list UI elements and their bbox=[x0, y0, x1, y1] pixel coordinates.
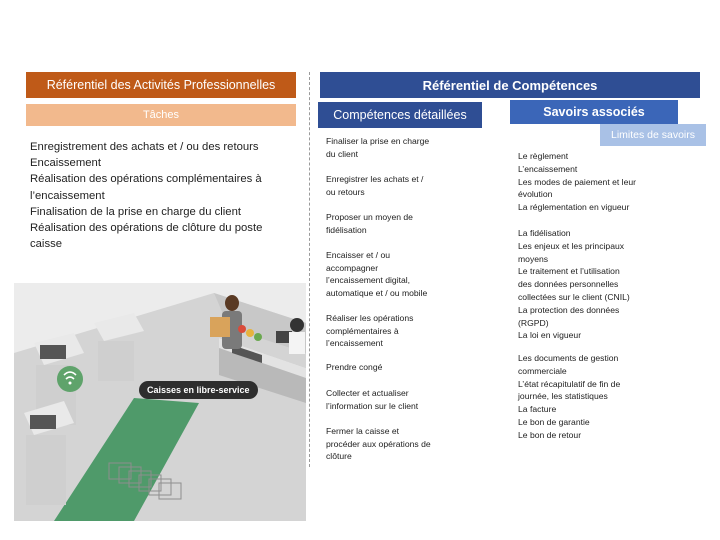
taches-header bbox=[26, 104, 296, 126]
competence-line: l’encaissement bbox=[326, 338, 383, 349]
competence-line: Encaisser et / ou bbox=[326, 250, 391, 260]
savoirs-group bbox=[518, 150, 668, 214]
tache-item: Finalisation de la prise en charge du client bbox=[30, 205, 242, 218]
competence-line: Prendre congé bbox=[326, 362, 383, 372]
competence-line: ou retours bbox=[326, 186, 365, 197]
checkout-scene bbox=[14, 283, 306, 521]
ref-competences-title: Référentiel de Compétences bbox=[422, 77, 598, 93]
competence-line: automatique et / ou mobile bbox=[326, 287, 428, 298]
tache-item: Enregistrement des achats et / ou des retours bbox=[30, 141, 259, 153]
competence-line: procéder aux opérations de bbox=[326, 438, 431, 449]
limites-header bbox=[600, 124, 706, 146]
column-separator bbox=[309, 72, 310, 467]
competence-item bbox=[326, 135, 476, 160]
tache-item: Réalisation des opérations de clôture du poste caisse bbox=[30, 222, 263, 251]
competence-line: l’encaissement digital, bbox=[326, 275, 411, 286]
self-checkout-illustration bbox=[14, 283, 306, 521]
savoir-line: Les modes de paiement et leur bbox=[518, 176, 636, 187]
tache-item: Réalisation des opérations complémentaires à l’encaissement bbox=[30, 173, 262, 202]
competence-line: fidélisation bbox=[326, 224, 367, 235]
customer-head bbox=[225, 295, 239, 311]
competence-line: accompagner bbox=[326, 262, 379, 273]
savoirs-group bbox=[518, 227, 668, 342]
savoirs-header bbox=[510, 100, 678, 124]
savoirs-group bbox=[518, 352, 668, 442]
competence-line: Proposer un moyen de bbox=[326, 212, 413, 222]
savoir-line: des données personnelles bbox=[518, 279, 619, 290]
competence-line: Finaliser la prise en charge bbox=[326, 136, 430, 146]
rap-header bbox=[26, 72, 296, 98]
savoir-line: La réglementation en vigueur bbox=[518, 202, 630, 213]
competence-line: du client bbox=[326, 148, 359, 159]
savoir-line: Le bon de retour bbox=[518, 429, 582, 440]
competence-line: Fermer la caisse et bbox=[326, 426, 400, 436]
savoir-line: L’état récapitulatif de fin de bbox=[518, 378, 621, 389]
competence-line: Enregistrer les achats et / bbox=[326, 174, 424, 184]
savoirs-title: Savoirs associés bbox=[543, 105, 645, 119]
ref-competences-header bbox=[320, 72, 700, 98]
rap-title: Référentiel des Activités Professionnelles bbox=[46, 78, 276, 92]
savoir-line: (RGPD) bbox=[518, 317, 549, 328]
illustration-label: Caisses en libre-service bbox=[139, 381, 258, 399]
savoir-line: L’encaissement bbox=[518, 163, 578, 174]
contactless-icon bbox=[57, 366, 83, 392]
competence-item bbox=[326, 312, 476, 350]
savoir-line: La fidélisation bbox=[518, 228, 571, 238]
taches-title: Tâches bbox=[142, 109, 180, 121]
competence-item bbox=[326, 173, 476, 198]
limites-title: Limites de savoirs bbox=[610, 129, 696, 141]
savoir-line: Les documents de gestion bbox=[518, 353, 619, 363]
taches-list bbox=[30, 139, 292, 252]
cashier-head bbox=[290, 318, 304, 332]
competence-line: l’information sur le client bbox=[326, 400, 419, 411]
competence-item bbox=[326, 361, 476, 374]
savoir-line: La loi en vigueur bbox=[518, 330, 582, 341]
competence-item bbox=[326, 387, 476, 412]
savoir-line: Le traitement et l’utilisation bbox=[518, 266, 620, 277]
competence-item bbox=[326, 425, 476, 463]
savoir-line: La protection des données bbox=[518, 304, 620, 315]
savoir-line: journée, les statistiques bbox=[518, 391, 608, 402]
savoir-line: commerciale bbox=[518, 365, 567, 376]
competences-title: Compétences détaillées bbox=[333, 108, 467, 122]
competences-header bbox=[318, 102, 482, 128]
competence-line: complémentaires à bbox=[326, 325, 399, 336]
tache-item: Encaissement bbox=[30, 157, 101, 170]
savoir-line: moyens bbox=[518, 253, 549, 264]
competence-item bbox=[326, 211, 476, 236]
competence-item bbox=[326, 249, 476, 299]
savoir-line: Le bon de garantie bbox=[518, 416, 590, 427]
savoir-line: Le règlement bbox=[518, 151, 569, 161]
savoir-line: collectées sur le client (CNIL) bbox=[518, 291, 630, 302]
savoir-line: évolution bbox=[518, 189, 553, 200]
competence-line: Collecter et actualiser bbox=[326, 388, 409, 398]
competence-line: clôture bbox=[326, 451, 352, 462]
savoir-line: La facture bbox=[518, 404, 557, 415]
savoir-line: Les enjeux et les principaux bbox=[518, 240, 625, 251]
competence-line: Réaliser les opérations bbox=[326, 313, 414, 323]
